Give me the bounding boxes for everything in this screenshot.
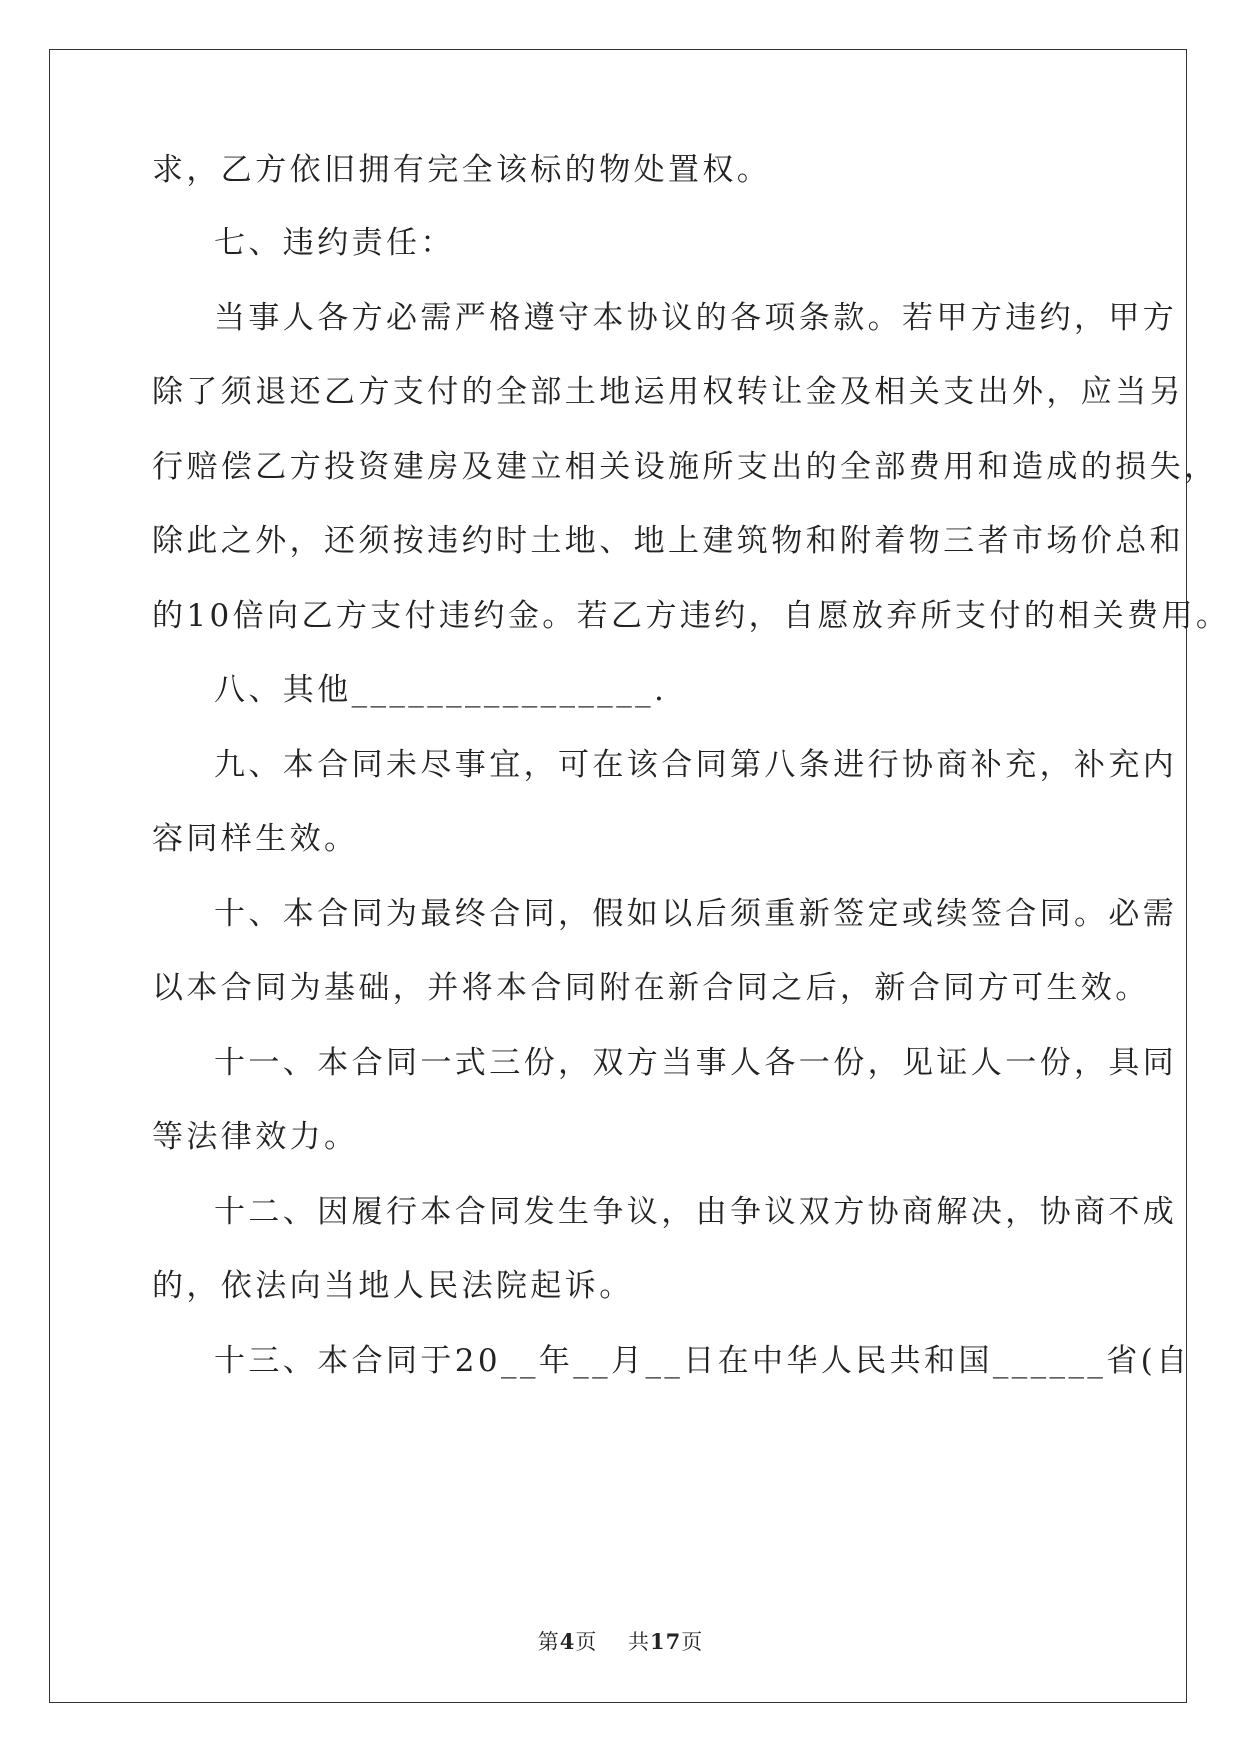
section-heading-8: 八、其他________________. (214, 672, 668, 708)
text-line-7: 的10倍向乙方支付违约金。若乙方违约，自愿放弃所支付的相关费用。 (152, 598, 1231, 634)
footer-page-number: 4 (559, 1629, 576, 1654)
text-line-16: 的，依法向当地人民法院起诉。 (152, 1268, 634, 1304)
text-line-17: 十三、本合同于20__年__月__日在中华人民共和国______省(自 (214, 1343, 1191, 1379)
text-line-3: 当事人各方必需严格遵守本协议的各项条款。若甲方违约，甲方 (214, 300, 1178, 336)
text-line-6: 除此之外，还须按违约时土地、地上建筑物和附着物三者市场价总和 (152, 523, 1184, 559)
footer-page-suffix: 页 (575, 1630, 598, 1654)
footer-total-pages: 17 (650, 1629, 682, 1654)
text-line-9: 九、本合同未尽事宜，可在该合同第八条进行协商补充，补充内 (214, 747, 1178, 783)
text-line-12: 以本合同为基础，并将本合同附在新合同之后，新合同方可生效。 (152, 970, 1150, 1006)
text-line-13: 十一、本合同一式三份，双方当事人各一份，见证人一份，具同 (214, 1045, 1178, 1081)
text-line-10: 容同样生效。 (152, 821, 359, 857)
text-line-11: 十、本合同为最终合同，假如以后须重新签定或续签合同。必需 (214, 896, 1178, 932)
text-line-5: 行赔偿乙方投资建房及建立相关设施所支出的全部费用和造成的损失， (152, 449, 1219, 485)
footer-prefix: 第 (537, 1630, 560, 1654)
text-line-4: 除了须退还乙方支付的全部土地运用权转让金及相关支出外，应当另 (152, 374, 1184, 410)
text-line-14: 等法律效力。 (152, 1119, 359, 1155)
text-line-15: 十二、因履行本合同发生争议，由争议双方协商解决，协商不成 (214, 1194, 1178, 1230)
text-line-1: 求，乙方依旧拥有完全该标的物处置权。 (152, 152, 772, 188)
section-heading-7: 七、违约责任： (214, 225, 455, 261)
footer-total-suffix: 页 (681, 1630, 704, 1654)
footer-total-prefix: 共 (628, 1630, 651, 1654)
page-footer (0, 1626, 1241, 1656)
